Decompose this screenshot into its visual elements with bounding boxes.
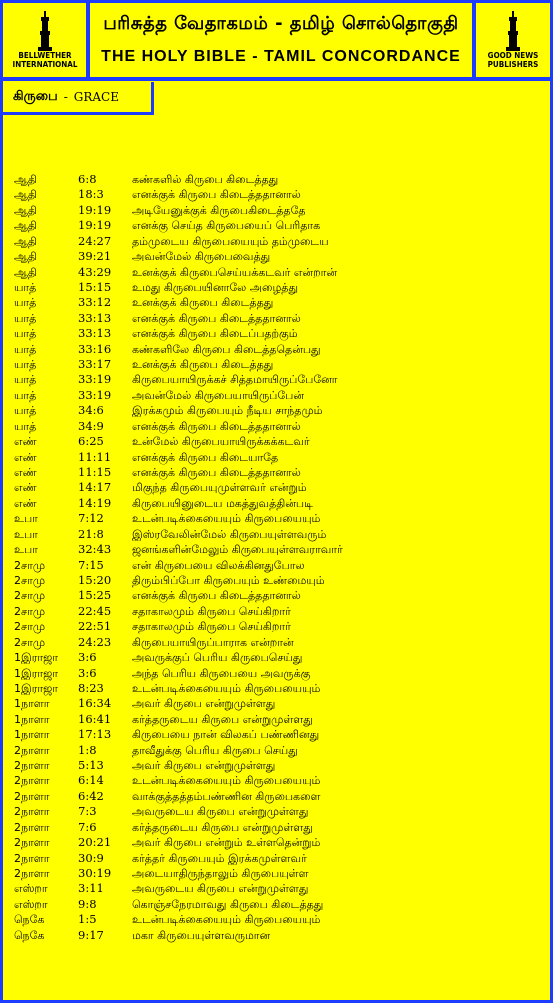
list-item (14, 265, 534, 280)
entry-reference: 19:19 (78, 202, 112, 217)
list-item (14, 789, 534, 804)
entry-reference: 16:41 (78, 711, 112, 726)
entry-text: அவர் கிருபை என்றுமுள்ளது (132, 697, 276, 711)
tower-icon (505, 11, 521, 51)
entry-text: கர்த்தர் கிருபையும் இரக்கமுள்ளவர் (132, 851, 307, 865)
entry-reference: 20:21 (78, 835, 112, 850)
entry-text: எனக்குக் கிருபை கிடையாதே (132, 450, 279, 464)
entry-reference: 14:17 (78, 480, 112, 495)
list-item (14, 835, 534, 850)
entry-book: யாத் (14, 296, 37, 310)
list-item (14, 712, 534, 727)
list-item (14, 558, 534, 573)
list-item (14, 218, 534, 233)
entry-text: எனக்குக் கிருபை கிடைப்பதற்கும் (132, 327, 298, 341)
right-logo-line-1: GOOD NEWS (487, 51, 539, 60)
list-item (14, 542, 534, 557)
entry-reference: 3:6 (78, 650, 97, 665)
entry-book: எஸ்றா (14, 882, 48, 896)
entry-book: ஆதி (14, 188, 37, 202)
list-item (14, 295, 534, 310)
entry-book: எண் (14, 466, 37, 480)
entry-reference: 39:21 (78, 249, 112, 264)
list-item (14, 743, 534, 758)
entry-text: அவன்மேல் கிருபைவைத்து (132, 250, 271, 264)
entry-book: யாத் (14, 280, 37, 294)
entry-reference: 3:11 (78, 881, 104, 896)
entry-book: எண் (14, 496, 37, 510)
entry-reference: 15:20 (78, 572, 112, 587)
title-english: THE HOLY BIBLE - TAMIL CONCORDANCE (101, 48, 461, 65)
list-item (14, 666, 534, 681)
list-item (14, 619, 534, 634)
entry-reference: 24:23 (78, 634, 112, 649)
entry-book: யாத் (14, 388, 37, 402)
entry-book: யாத் (14, 327, 37, 341)
entry-text: உனக்குக் கிருபைசெய்யக்கடவர் என்றான் (132, 265, 337, 279)
entry-text: அவர் கிருபை என்றுமுள்ளது (132, 759, 276, 773)
entry-text: மிகுந்த கிருபையுமுள்ளவர் என்றும் (132, 481, 307, 495)
tower-icon (37, 11, 53, 51)
entry-book: ஆதி (14, 234, 37, 248)
entry-text: இஸ்ரவேலின்மேல் கிருபையுள்ளவரும் (132, 527, 327, 541)
entry-reference: 18:3 (78, 187, 104, 202)
entry-text: சதாகாலமும் கிருபை செய்கிறார் (132, 620, 291, 634)
entry-text: இரக்கமும் கிருபையும் நீடிய சாந்தமும் (132, 404, 323, 418)
entry-text: எனக்குக் கிருபை கிடைத்ததானால் (132, 589, 301, 603)
entry-text: அவர் கிருபை என்றும் உள்ளதென்றும் (132, 836, 321, 850)
entry-book: 1நாளா (14, 712, 50, 726)
entry-reference: 30:19 (78, 865, 112, 880)
entry-text: கொஞ்சநேரமாவது கிருபை கிடைத்தது (132, 897, 324, 911)
entry-reference: 6:8 (78, 172, 97, 186)
list-item (14, 326, 534, 341)
entry-text: எனக்குக் கிருபை கிடைத்ததானால் (132, 466, 301, 480)
entry-reference: 33:17 (78, 357, 112, 372)
list-item (14, 588, 534, 603)
word-separator: - (63, 90, 68, 104)
right-logo-line-2: PUBLISHERS (487, 60, 539, 69)
entry-book: 2சாமு (14, 589, 46, 603)
entry-text: சதாகாலமும் கிருபை செய்கிறார் (132, 604, 291, 618)
entry-text: கர்த்தருடைய கிருபை என்றுமுள்ளது (132, 712, 313, 726)
entry-text: எனக்கு செய்த கிருபையைப் பெரிதாக (132, 219, 321, 233)
entry-text: அந்த பெரிய கிருபையை அவருக்கு (132, 666, 311, 680)
entry-book: ஆதி (14, 265, 37, 279)
entry-book: 2நாளா (14, 836, 50, 850)
entry-text: வாக்குத்தத்தம்பண்ணின கிருபைகளை (132, 789, 321, 803)
entry-text: அவருக்குப் பெரிய கிருபைசெய்து (132, 651, 303, 665)
entry-book: எஸ்றா (14, 897, 48, 911)
list-item (14, 851, 534, 866)
entry-reference: 1:5 (78, 912, 97, 927)
title-tamil: பரிசுத்த வேதாகமம் - தமிழ் சொல்தொகுதி (103, 13, 459, 34)
list-item (14, 820, 534, 835)
entry-reference: 16:34 (78, 696, 112, 711)
entry-text: உமது கிருபையினாலே அழைத்து (132, 280, 298, 294)
word-english: GRACE (73, 90, 119, 104)
header-title (90, 3, 472, 77)
list-item (14, 804, 534, 819)
list-item (14, 311, 534, 326)
list-item (14, 773, 534, 788)
entry-book: 1இராஜா (14, 681, 59, 695)
entry-reference: 32:43 (78, 542, 112, 557)
list-item (14, 419, 534, 434)
entry-reference: 19:19 (78, 218, 112, 233)
entry-book: உபா (14, 512, 38, 526)
list-item (14, 681, 534, 696)
entry-reference: 3:6 (78, 665, 97, 680)
word-tamil: கிருபை (13, 89, 58, 104)
entry-text: கிருபையாயிருக்கச் சித்தமாயிருப்பேனோ (132, 373, 338, 387)
entry-reference: 43:29 (78, 264, 112, 279)
entry-text: எனக்குக் கிருபை கிடைத்ததானால் (132, 419, 301, 433)
list-item (14, 866, 534, 881)
entry-text: கண்களிலே கிருபை கிடைத்ததென்பது (132, 342, 321, 356)
concordance-list (14, 172, 534, 943)
entry-reference: 6:42 (78, 788, 104, 803)
list-item (14, 465, 534, 480)
entry-reference: 7:12 (78, 511, 104, 526)
list-item (14, 696, 534, 711)
left-logo-line-2: INTERNATIONAL (12, 60, 78, 69)
entry-text: கர்த்தருடைய கிருபை என்றுமுள்ளது (132, 820, 313, 834)
entry-book: நெகே (14, 913, 45, 927)
list-item (14, 650, 534, 665)
entry-reference: 15:15 (78, 279, 112, 294)
list-item (14, 881, 534, 896)
entry-text: உடன்படிக்கையையும் கிருபையையும் (132, 681, 321, 695)
entry-book: 1இராஜா (14, 666, 59, 680)
list-item (14, 372, 534, 387)
list-item (14, 635, 534, 650)
entry-reference: 9:17 (78, 927, 104, 942)
entry-reference: 11:15 (78, 465, 112, 480)
entry-text: தாவீதுக்கு பெரிய கிருபை செய்து (132, 743, 298, 757)
entry-book: யாத் (14, 342, 37, 356)
entry-book: எண் (14, 450, 37, 464)
entry-book: 2நாளா (14, 774, 50, 788)
entry-book: 2நாளா (14, 743, 50, 757)
entry-book: யாத் (14, 419, 37, 433)
entry-book: 1நாளா (14, 728, 50, 742)
list-item (14, 357, 534, 372)
entry-reference: 33:19 (78, 387, 112, 402)
entry-text: எனக்குக் கிருபை கிடைத்ததானால் (132, 188, 301, 202)
list-item (14, 912, 534, 927)
entry-book: நெகே (14, 928, 45, 942)
list-item (14, 480, 534, 495)
entry-reference: 6:25 (78, 434, 104, 449)
entry-text: அவருடைய கிருபை என்றுமுள்ளது (132, 805, 309, 819)
entry-reference: 30:9 (78, 850, 104, 865)
list-item (14, 187, 534, 202)
entry-book: 2நாளா (14, 820, 50, 834)
good-news-logo (476, 3, 550, 77)
entry-book: 2நாளா (14, 789, 50, 803)
entry-text: உனக்குக் கிருபை கிடைத்தது (132, 296, 274, 310)
entry-reference: 6:14 (78, 773, 104, 788)
entry-text: கிருபையினுடைய மகத்துவத்தின்படி (132, 496, 313, 510)
entry-book: யாத் (14, 358, 37, 372)
entry-text: உன்மேல் கிருபையாயிருக்கக்கடவர் (132, 435, 310, 449)
list-item (14, 342, 534, 357)
word-heading (3, 82, 154, 115)
entry-book: 2நாளா (14, 851, 50, 865)
entry-text: திரும்பிப்போ கிருபையும் உண்மையும் (132, 573, 325, 587)
entry-text: உடன்படிக்கையையும் கிருபையையும் (132, 512, 321, 526)
left-logo-line-1: BELLWETHER (18, 51, 72, 60)
entry-reference: 33:13 (78, 326, 112, 341)
entry-book: 2சாமு (14, 558, 46, 572)
list-item (14, 234, 534, 249)
entry-book: யாத் (14, 404, 37, 418)
entry-text: அவன்மேல் கிருபையாயிருப்பேன் (132, 388, 305, 402)
list-item (14, 604, 534, 619)
entry-text: கண்களில் கிருபை கிடைத்தது (132, 173, 279, 186)
entry-text: உனக்குக் கிருபை கிடைத்தது (132, 358, 274, 372)
entry-reference: 22:45 (78, 603, 112, 618)
entry-reference: 33:19 (78, 372, 112, 387)
list-item (14, 172, 534, 187)
list-item (14, 203, 534, 218)
entry-reference: 34:9 (78, 418, 104, 433)
entry-reference: 22:51 (78, 619, 112, 634)
list-item (14, 573, 534, 588)
list-item (14, 434, 534, 449)
entry-book: 2நாளா (14, 866, 50, 880)
entry-book: 1இராஜா (14, 651, 59, 665)
list-item (14, 388, 534, 403)
entry-book: யாத் (14, 373, 37, 387)
entry-reference: 34:6 (78, 403, 104, 418)
entry-reference: 7:15 (78, 557, 104, 572)
entry-book: 2நாளா (14, 805, 50, 819)
list-item (14, 727, 534, 742)
entry-reference: 7:6 (78, 819, 97, 834)
list-item (14, 496, 534, 511)
entry-text: அடையாதிருந்தாலும் கிருபையுள்ள (132, 866, 309, 880)
entry-reference: 1:8 (78, 742, 97, 757)
entry-reference: 24:27 (78, 233, 112, 248)
entry-book: 2சாமு (14, 620, 46, 634)
entry-text: உடன்படிக்கையையும் கிருபையையும் (132, 774, 321, 788)
entry-text: ஜனங்களின்மேலும் கிருபையுள்ளவராவார் (132, 543, 343, 557)
entry-text: அடியேனுக்குக் கிருபைகிடைத்ததே (132, 203, 306, 217)
list-item (14, 450, 534, 465)
entry-text: மகா கிருபையுள்ளவருமான (132, 928, 271, 942)
entry-book: 2சாமு (14, 604, 46, 618)
entry-book: 2சாமு (14, 573, 46, 587)
entry-text: எனக்குக் கிருபை கிடைத்ததானால் (132, 311, 301, 325)
entry-book: 2நாளா (14, 759, 50, 773)
entry-text: கிருபையை நான் விலகப் பண்ணினது (132, 728, 320, 742)
entry-reference: 33:16 (78, 341, 112, 356)
entry-reference: 33:13 (78, 310, 112, 325)
entry-text: என் கிருபையை விலக்கினதுபோல (132, 558, 305, 572)
entry-text: அவருடைய கிருபை என்றுமுள்ளது (132, 882, 309, 896)
entry-book: எண் (14, 481, 37, 495)
entry-reference: 11:11 (78, 449, 112, 464)
list-item (14, 511, 534, 526)
entry-reference: 21:8 (78, 526, 104, 541)
list-item (14, 403, 534, 418)
entry-reference: 17:13 (78, 727, 112, 742)
entry-book: ஆதி (14, 219, 37, 233)
list-item (14, 249, 534, 264)
entry-book: உபா (14, 527, 38, 541)
list-item (14, 527, 534, 542)
entry-text: கிருபையாயிருப்பாராக என்றான் (132, 635, 294, 649)
entry-text: தம்முடைய கிருபையையும் தம்முடைய (132, 234, 329, 248)
entry-reference: 9:8 (78, 896, 97, 911)
entry-book: யாத் (14, 311, 37, 325)
entry-reference: 14:19 (78, 495, 112, 510)
entry-book: 2சாமு (14, 635, 46, 649)
entry-reference: 33:12 (78, 295, 112, 310)
entry-reference: 7:3 (78, 804, 97, 819)
list-item (14, 928, 534, 943)
list-item (14, 897, 534, 912)
entry-reference: 15:25 (78, 588, 112, 603)
entry-text: உடன்படிக்கையையும் கிருபையையும் (132, 913, 321, 927)
header-bottom-border (0, 77, 553, 81)
list-item (14, 758, 534, 773)
entry-book: எண் (14, 435, 37, 449)
entry-reference: 8:23 (78, 680, 104, 695)
entry-book: 1நாளா (14, 697, 50, 711)
bellwether-logo (3, 3, 87, 77)
entry-reference: 5:13 (78, 758, 104, 773)
entry-book: ஆதி (14, 203, 37, 217)
entry-book: ஆதி (14, 250, 37, 264)
entry-book: ஆதி (14, 173, 37, 186)
entry-book: உபா (14, 543, 38, 557)
list-item (14, 280, 534, 295)
